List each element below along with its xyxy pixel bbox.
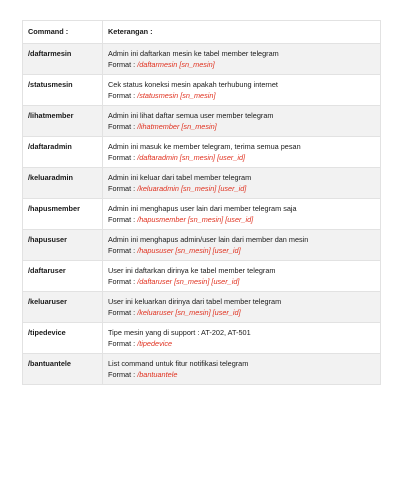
format-value: /daftaradmin [sn_mesin] [user_id] bbox=[137, 153, 246, 162]
format-value: /bantuantele bbox=[137, 370, 178, 379]
format-label: Format : bbox=[108, 122, 138, 131]
format-line bbox=[108, 152, 375, 163]
header-command: Command : bbox=[23, 21, 103, 44]
table-row bbox=[23, 168, 381, 199]
command-cell: /daftaradmin bbox=[23, 137, 103, 168]
format-label: Format : bbox=[108, 339, 138, 348]
command-table bbox=[22, 20, 381, 385]
command-cell: /daftaruser bbox=[23, 261, 103, 292]
command-cell: /keluaradmin bbox=[23, 168, 103, 199]
format-line bbox=[108, 307, 375, 318]
format-label: Format : bbox=[108, 370, 138, 379]
description-text: User ini keluarkan dirinya dari tabel member telegram bbox=[108, 297, 282, 306]
table-row bbox=[23, 199, 381, 230]
description-cell bbox=[103, 230, 381, 261]
description-text: Cek status koneksi mesin apakah terhubung internet bbox=[108, 80, 278, 89]
table-row bbox=[23, 292, 381, 323]
format-line bbox=[108, 369, 375, 380]
table-row bbox=[23, 44, 381, 75]
description-cell bbox=[103, 323, 381, 354]
format-label: Format : bbox=[108, 184, 138, 193]
format-label: Format : bbox=[108, 277, 138, 286]
format-label: Format : bbox=[108, 91, 138, 100]
format-value: /hapusmember [sn_mesin] [user_id] bbox=[137, 215, 254, 224]
table-row bbox=[23, 106, 381, 137]
command-cell: /bantuantele bbox=[23, 354, 103, 385]
description-cell bbox=[103, 75, 381, 106]
description-text: Admin ini masuk ke member telegram, terima semua pesan bbox=[108, 142, 301, 151]
format-value: /daftaruser [sn_mesin] [user_id] bbox=[137, 277, 240, 286]
description-cell bbox=[103, 168, 381, 199]
description-cell bbox=[103, 354, 381, 385]
format-value: /daftarmesin [sn_mesin] bbox=[137, 60, 215, 69]
format-label: Format : bbox=[108, 308, 138, 317]
format-line bbox=[108, 338, 375, 349]
description-cell bbox=[103, 44, 381, 75]
table-body bbox=[23, 44, 381, 385]
command-cell: /daftarmesin bbox=[23, 44, 103, 75]
description-text: Tipe mesin yang di support : AT-202, AT-501 bbox=[108, 328, 251, 337]
document-page bbox=[22, 20, 380, 385]
command-cell: /tipedevice bbox=[23, 323, 103, 354]
format-label: Format : bbox=[108, 60, 138, 69]
command-cell: /hapusmember bbox=[23, 199, 103, 230]
format-line bbox=[108, 121, 375, 132]
description-text: Admin ini menghapus user lain dari member telegram saja bbox=[108, 204, 297, 213]
format-line bbox=[108, 276, 375, 287]
table-row bbox=[23, 137, 381, 168]
command-cell: /keluaruser bbox=[23, 292, 103, 323]
description-text: Admin ini daftarkan mesin ke tabel member telegram bbox=[108, 49, 279, 58]
format-line bbox=[108, 59, 375, 70]
description-text: User ini daftarkan dirinya ke tabel member telegram bbox=[108, 266, 276, 275]
format-value: /keluaruser [sn_mesin] [user_id] bbox=[137, 308, 241, 317]
table-row bbox=[23, 75, 381, 106]
description-cell bbox=[103, 292, 381, 323]
format-line bbox=[108, 183, 375, 194]
description-cell bbox=[103, 199, 381, 230]
table-row bbox=[23, 323, 381, 354]
description-text: List command untuk fitur notifikasi telegram bbox=[108, 359, 249, 368]
format-value: /hapususer [sn_mesin] [user_id] bbox=[137, 246, 241, 255]
header-keterangan: Keterangan : bbox=[103, 21, 381, 44]
format-line bbox=[108, 214, 375, 225]
format-line bbox=[108, 90, 375, 101]
description-text: Admin ini keluar dari tabel member telegram bbox=[108, 173, 252, 182]
table-header-row bbox=[23, 21, 381, 44]
format-value: /tipedevice bbox=[137, 339, 173, 348]
description-text: Admin ini menghapus admin/user lain dari member dan mesin bbox=[108, 235, 309, 244]
format-value: /lihatmember [sn_mesin] bbox=[137, 122, 217, 131]
command-cell: /lihatmember bbox=[23, 106, 103, 137]
format-label: Format : bbox=[108, 153, 138, 162]
format-label: Format : bbox=[108, 215, 138, 224]
table-row bbox=[23, 230, 381, 261]
format-value: /statusmesin [sn_mesin] bbox=[137, 91, 216, 100]
description-cell bbox=[103, 106, 381, 137]
command-cell: /hapususer bbox=[23, 230, 103, 261]
description-cell bbox=[103, 261, 381, 292]
description-cell bbox=[103, 137, 381, 168]
format-line bbox=[108, 245, 375, 256]
format-value: /keluaradmin [sn_mesin] [user_id] bbox=[137, 184, 247, 193]
table-row bbox=[23, 261, 381, 292]
table-row bbox=[23, 354, 381, 385]
command-cell: /statusmesin bbox=[23, 75, 103, 106]
format-label: Format : bbox=[108, 246, 138, 255]
description-text: Admin ini lihat daftar semua user member telegram bbox=[108, 111, 274, 120]
